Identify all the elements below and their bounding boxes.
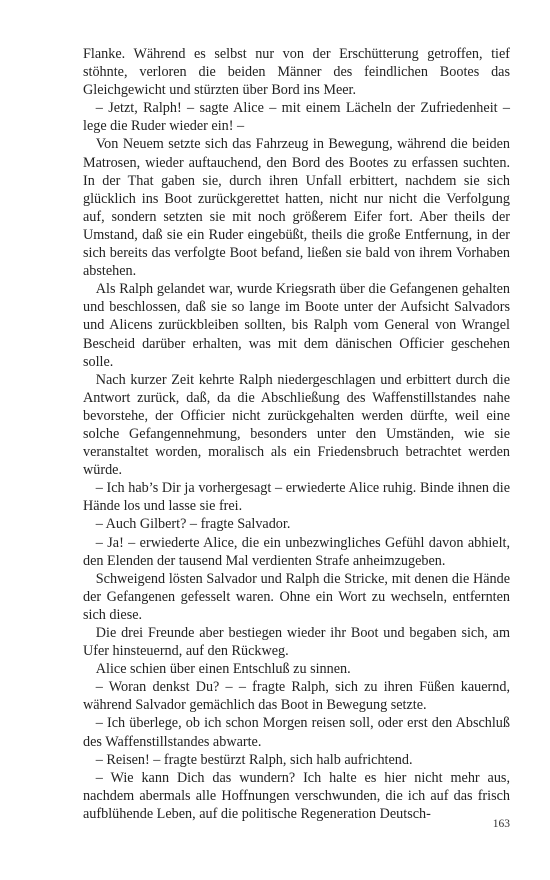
paragraph: Nach kurzer Zeit kehrte Ralph niedergeschlagen und erbittert durch die Antwort zurück, daß, da die Abschließung des Waffenstillstandes nahe bevorstehe, der Officier nicht zurückgehalten werden dürfte, weil eine solche Gefangennehmung, besonders unter den Umständen, wie sie veranstaltet worden, moralisch als ein Friedensbruch betrachtet werden würde. (83, 371, 510, 479)
paragraph: Alice schien über einen Entschluß zu sinnen. (95, 661, 351, 678)
paragraph: – Reisen! – fragte bestürzt Ralph, sich halb aufrichtend. (95, 751, 413, 768)
paragraph: – Ja! – erwiederte Alice, die ein unbezwingliches Gefühl davon abhielt, den Elenden der tausend Mal verdienten Strafe anheimzugeben. (83, 534, 510, 569)
paragraph: – Ich überlege, ob ich schon Morgen reisen soll, oder erst den Abschluß des Waffenstillstandes abwarte. (83, 715, 510, 750)
paragraph: – Auch Gilbert? – fragte Salvador. (95, 516, 291, 533)
body-text (83, 45, 510, 823)
paragraph: Schweigend lösten Salvador und Ralph die Stricke, mit denen die Hände der Gefangenen gefesselt waren. Ohne ein Wort zu wechseln, entfernten sich diese. (83, 570, 510, 623)
paragraph: – Wie kann Dich das wundern? Ich halte es hier nicht mehr aus, nachdem abermals alle Hoffnungen verschwunden, die ich auf das frisch aufblühende Leben, auf die politische Regeneration Deutsch- (83, 769, 510, 822)
paragraph: – Ich hab’s Dir ja vorhergesagt – erwiederte Alice ruhig. Binde ihnen die Hände los und lasse sie frei. (83, 480, 510, 515)
paragraph: Von Neuem setzte sich das Fahrzeug in Bewegung, während die beiden Matrosen, wieder auftauchend, den Bord des Bootes zu erfassen suchten. In der That gaben sie, durch ihren Unfall erbittert, nachdem sie sich glücklich ins Boot zurückgerettet hatten, nicht nur nicht die Verfolgung auf, sondern setzten sie mit noch größerem Eifer fort. Aber theils der Umstand, daß sie ein Ruder eingebüßt, theils die große Entfernung, in der sich bereits das verfolgte Boot befand, ließen sie bald von ihrem Vorhaben abstehen. (83, 136, 510, 280)
page-number: 163 (492, 818, 510, 830)
paragraph: Die drei Freunde aber bestiegen wieder ihr Boot und begaben sich, am Ufer hinsteuernd, auf den Rückweg. (83, 625, 510, 660)
paragraph: – Woran denkst Du? – – fragte Ralph, sich zu ihren Füßen kauernd, während Salvador gemächlich das Boot in Bewegung setzte. (83, 679, 510, 714)
paragraph: – Jetzt, Ralph! – sagte Alice – mit einem Lächeln der Zufriedenheit – lege die Ruder wieder ein! – (83, 100, 510, 135)
paragraph: Flanke. Während es selbst nur von der Erschütterung getroffen, tief stöhnte, verloren die beiden Männer des feindlichen Bootes das Gleichgewicht und stürzten über Bord ins Meer. (83, 46, 510, 99)
paragraph: Als Ralph gelandet war, wurde Kriegsrath über die Gefangenen gehalten und beschlossen, daß sie so lange im Boote unter der Aufsicht Salvadors und Alicens zurückbleiben sollten, bis Ralph vom General von Wrangel Bescheid darüber erhalten, was mit dem dänischen Officier geschehen solle. (83, 281, 510, 370)
